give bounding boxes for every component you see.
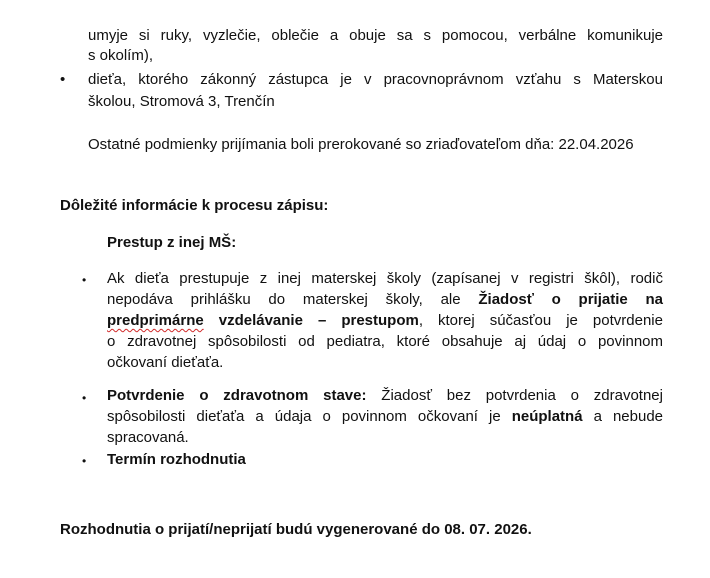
list-continuation-line-2: s okolím), [88, 47, 154, 64]
prestup-paragraph-line-2 [107, 291, 663, 309]
prestup-text: nepodáva prihlášku do materskej školy, ale [107, 291, 479, 308]
bullet-dot: • [60, 71, 66, 88]
health-text: Žiadosť bez potvrdenia o zdravotnej [366, 387, 663, 404]
bullet-item-line-2: školou, Stromová 3, Trenčín [88, 93, 275, 110]
health-bold-text: neúplatná [511, 408, 583, 425]
prestup-text: , ktorej súčasťou je potvrdenie [418, 312, 663, 329]
health-paragraph-line-2 [107, 408, 663, 426]
health-bold-label: Potvrdenie o zdravotnom stave: [107, 387, 367, 404]
bullet-dot: • [82, 391, 87, 405]
health-text: a nebude [582, 408, 663, 425]
subsection-title: Prestup z inej MŠ: [107, 234, 237, 251]
health-paragraph-line-1 [107, 387, 663, 405]
prestup-bold-text: Žiadosť o prijatie na [478, 291, 663, 308]
prestup-bold-text: vzdelávanie – prestupom [203, 312, 419, 329]
prestup-paragraph-line-5: očkovaní dieťaťa. [107, 354, 224, 371]
prestup-paragraph-line-3 [107, 312, 663, 330]
bullet-item-line-1: dieťa, ktorého zákonný zástupca je v pracovnoprávnom vzťahu s Materskou [88, 71, 663, 88]
list-continuation-line-1: umyje si ruky, vyzlečie, oblečie a obuje sa s pomocou, verbálne komunikuje [88, 27, 663, 44]
prestup-paragraph-line-4: o zdravotnej spôsobilosti od pediatra, ktoré obsahuje aj údaj o povinnom [107, 333, 663, 350]
decision-date-text: Rozhodnutia o prijatí/neprijatí budú vygenerované do 08. 07. 2026. [60, 521, 532, 538]
bullet-dot: • [82, 454, 87, 468]
spellcheck-marked-word: predprimárne [107, 312, 204, 329]
admission-conditions-text: Ostatné podmienky prijímania boli prerokované so zriaďovateľom dňa: 22.04.2026 [88, 136, 634, 153]
decision-term-item: Termín rozhodnutia [107, 451, 246, 468]
health-paragraph-line-3: spracovaná. [107, 429, 189, 446]
health-text: spôsobilosti dieťaťa a údaja o povinnom očkovaní je [107, 408, 512, 425]
section-heading: Dôležité informácie k procesu zápisu: [60, 197, 329, 214]
bullet-dot: • [82, 273, 87, 287]
prestup-paragraph-line-1: Ak dieťa prestupuje z inej materskej školy (zapísanej v registri škôl), rodič [107, 270, 663, 287]
